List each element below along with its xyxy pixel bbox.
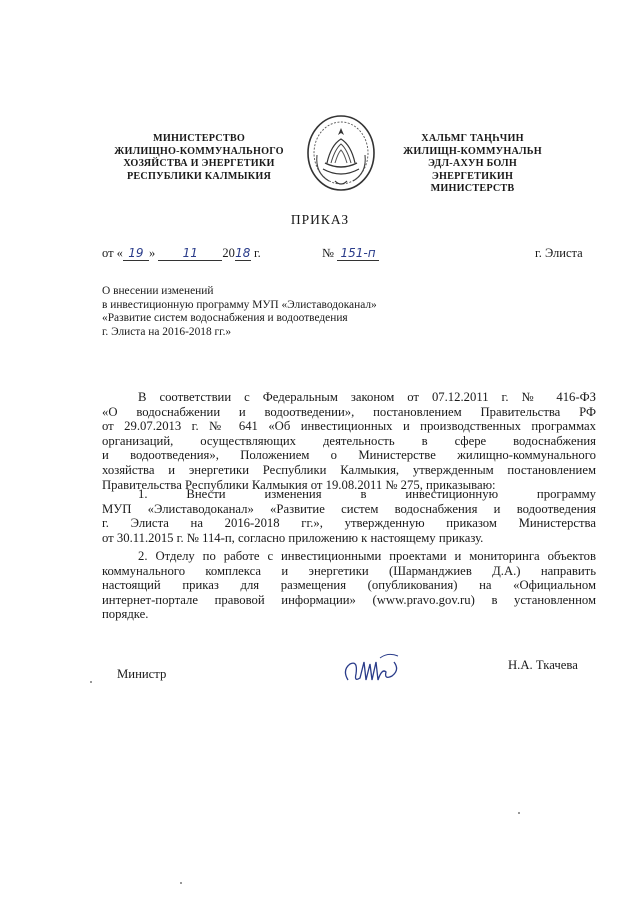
date-day: 19 [123,247,149,261]
date-year: 18 [235,246,251,260]
order-number-value: 151-п [337,247,379,261]
scan-speck [90,681,92,683]
signatory-title: Министр [117,667,167,681]
scan-speck [180,882,182,884]
ministry-name-russian: МИНИСТЕРСТВО ЖИЛИЩНО-КОММУНАЛЬНОГО ХОЗЯЙСТВА И ЭНЕРГЕТИКИ РЕСПУБЛИКИ КАЛМЫКИЯ [114,133,284,182]
kalmykia-coat-of-arms-icon [305,113,377,193]
body-paragraph-item-1: 1. Внести изменения в инвестиционную программу МУП «Элиставодоканал» «Развитие систем водоснабжения и водоотведения г. Элиста на 2016-2018 гг.», утвержденную приказом Министерства от 30.11.2015 г. № 114-п, согласно приложению к настоящему приказу. [102,487,596,545]
date-month: 11 [158,247,222,261]
body-paragraph-preamble: В соответствии с Федеральным законом от 07.12.2011 г. № 416-ФЗ «О водоснабжении и водоотведении», постановлением Правительства РФ от 29.07.2013 г. № 641 «Об инвестиционных и производственных программах организаций, осуществляющих деятельность в сфере водоснабжения и водоотведения», Положением о Министерстве жилищно-коммунального хозяйства и энергетики Республики Калмыкия, утвержденным постановлением Правительства Республики Калмыкия от 19.08.2011 № 275, приказываю: [102,390,596,492]
ministry-name-kalmyk: ХАЛЬМГ ТАҢҺЧИН ЖИЛИЩН-КОММУНАЛЬН ЭДЛ-АХУН БОЛН ЭНЕРГЕТИКИН МИНИСТЕРСТВ [403,133,542,195]
order-city: г. Элиста [535,246,583,260]
body-paragraph-item-2: 2. Отделу по работе с инвестиционными проектами и мониторинга объектов коммунального комплекса и энергетики (Шарманджиев Д.А.) направить настоящий приказ для размещения (опубликования) на «Официальном интернет-портале правовой информации» (www.pravo.gov.ru) в установленном порядке. [102,549,596,622]
scan-speck [518,812,520,814]
handwritten-signature [340,650,410,690]
signatory-name: Н.А. Ткачева [508,658,578,672]
order-subject: О внесении изменений в инвестиционную программу МУП «Элиставодоканал» «Развитие систем водоснабжения и водоотведения г. Элиста на 2016-2018 гг.» [102,285,377,338]
document-title: ПРИКАЗ [290,212,350,227]
order-number: № 151-п [322,246,379,261]
order-date: от « 19 » 11 2018 г. [102,246,261,260]
